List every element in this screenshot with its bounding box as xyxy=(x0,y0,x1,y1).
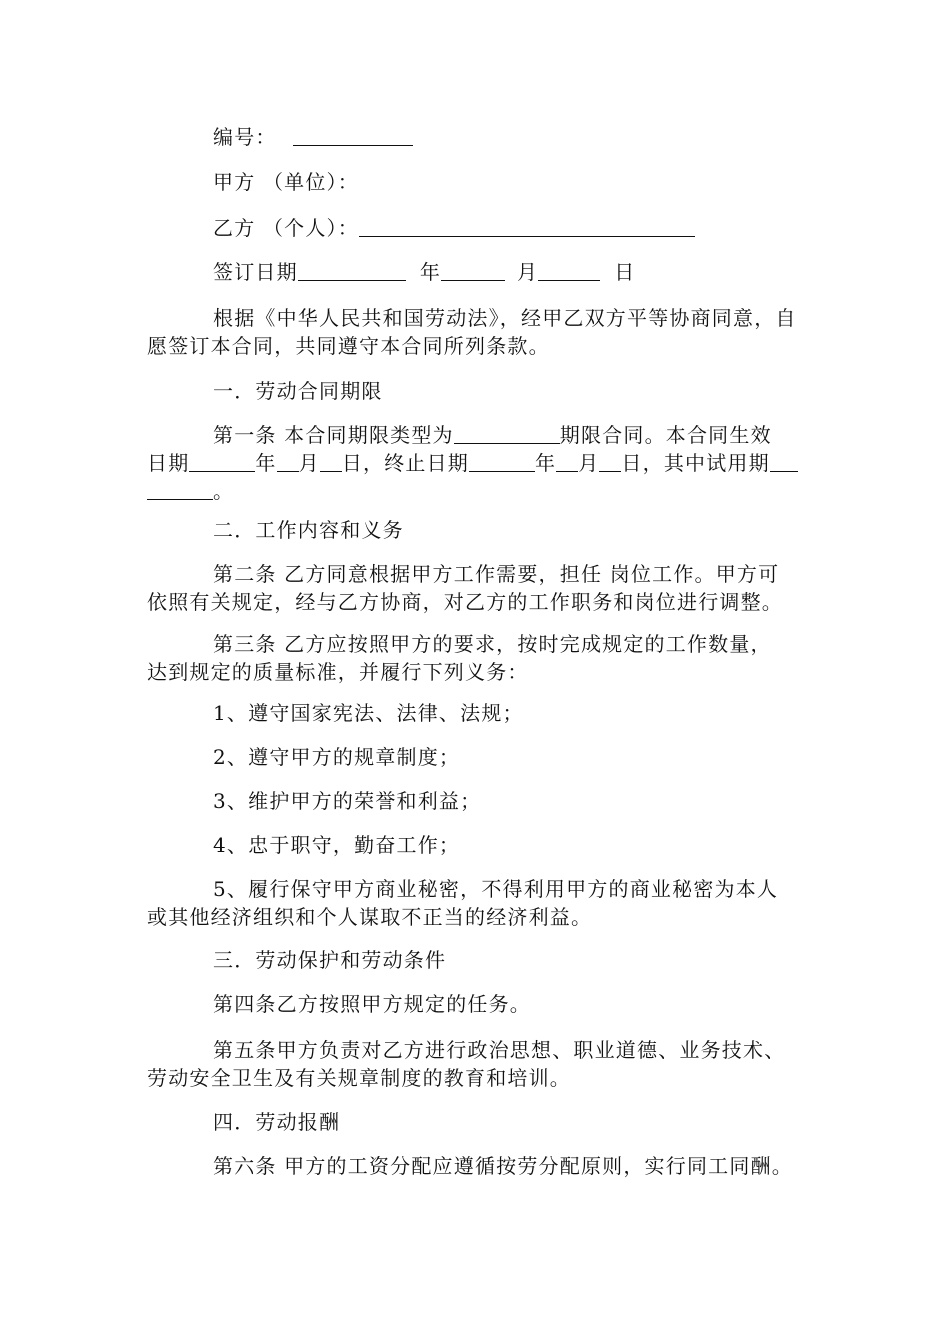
article-4: 第四条乙方按照甲方规定的任务。 xyxy=(213,992,531,1016)
start-month-label: 月 xyxy=(298,451,320,475)
duty-item-1: 1、遵守国家宪法、法律、法规； xyxy=(213,701,524,725)
party-a-line xyxy=(213,166,893,198)
sign-day-label: 日 xyxy=(614,260,636,284)
article-1-line-3 xyxy=(147,475,827,507)
section-1-title: 一．劳动合同期限 xyxy=(213,379,383,403)
sign-year-label: 年 xyxy=(419,260,442,284)
start-year-blank xyxy=(189,451,255,472)
number-label: 编号： xyxy=(213,125,277,149)
contract-type-blank xyxy=(454,423,560,444)
end-year-label: 年 xyxy=(535,451,557,475)
article-3-line-1: 第三条 乙方应按照甲方的要求，按时完成规定的工作数量， xyxy=(213,632,772,656)
number-blank xyxy=(293,125,413,146)
duty-item-2: 2、遵守甲方的规章制度； xyxy=(213,745,461,769)
sign-month-blank xyxy=(441,260,505,281)
start-month-blank xyxy=(277,451,299,472)
end-day-blank xyxy=(599,451,621,472)
intro-line-2: 愿签订本合同，共同遵守本合同所列条款。 xyxy=(147,334,550,358)
section-2-title: 二．工作内容和义务 xyxy=(213,518,404,542)
end-year-blank xyxy=(469,451,535,472)
sign-month-label: 月 xyxy=(517,260,539,284)
intro-line-1: 根据《中华人民共和国劳动法》，经甲乙双方平等协商同意，自 xyxy=(213,306,797,330)
party-b-line xyxy=(213,212,893,244)
end-month-label: 月 xyxy=(578,451,600,475)
article-6: 第六条 甲方的工资分配应遵循按劳分配原则，实行同工同酬。 xyxy=(213,1154,793,1178)
article-2-line-1: 第二条 乙方同意根据甲方工作需要，担任 岗位工作。甲方可 xyxy=(213,562,780,586)
probation-blank-a xyxy=(770,451,798,472)
article-1-end-mark: 。 xyxy=(213,479,235,503)
article-5-line-2: 劳动安全卫生及有关规章制度的教育和培训。 xyxy=(147,1066,571,1090)
probation-blank-b xyxy=(147,479,213,500)
sign-year-blank xyxy=(298,260,406,281)
start-year-label: 年 xyxy=(255,451,277,475)
article-5-line-1: 第五条甲方负责对乙方进行政治思想、职业道德、业务技术、 xyxy=(213,1038,786,1062)
section-4-title: 四．劳动报酬 xyxy=(213,1110,341,1134)
sign-date-label: 签订日期 xyxy=(213,260,298,284)
article-1-date-label: 日期 xyxy=(147,451,190,475)
article-2-line-2: 依照有关规定，经与乙方协商，对乙方的工作职务和岗位进行调整。 xyxy=(147,590,783,614)
start-day-label: 日，终止日期 xyxy=(341,451,470,475)
party-b-label: 乙方 （个人）： xyxy=(213,216,359,240)
duty-item-5-line-1: 5、履行保守甲方商业秘密，不得利用甲方的商业秘密为本人 xyxy=(213,877,779,901)
article-1-text-a: 第一条 本合同期限类型为 xyxy=(213,423,454,447)
sign-date-line xyxy=(213,256,893,288)
section-3-title: 三．劳动保护和劳动条件 xyxy=(213,948,447,972)
duty-item-5-line-2: 或其他经济组织和个人谋取不正当的经济利益。 xyxy=(147,905,593,929)
contract-number-line xyxy=(213,121,893,153)
duty-item-4: 4、忠于职守，勤奋工作； xyxy=(213,833,461,857)
end-month-blank xyxy=(556,451,578,472)
party-a-label: 甲方 （单位）： xyxy=(213,170,359,194)
start-day-blank xyxy=(320,451,342,472)
party-b-blank xyxy=(359,216,695,237)
sign-day-blank xyxy=(538,260,600,281)
duty-item-3: 3、维护甲方的荣誉和利益； xyxy=(213,789,482,813)
article-1-text-b: 期限合同。本合同生效 xyxy=(559,423,772,447)
article-3-line-2: 达到规定的质量标准，并履行下列义务： xyxy=(147,660,529,684)
end-day-label: 日，其中试用期 xyxy=(621,451,770,475)
